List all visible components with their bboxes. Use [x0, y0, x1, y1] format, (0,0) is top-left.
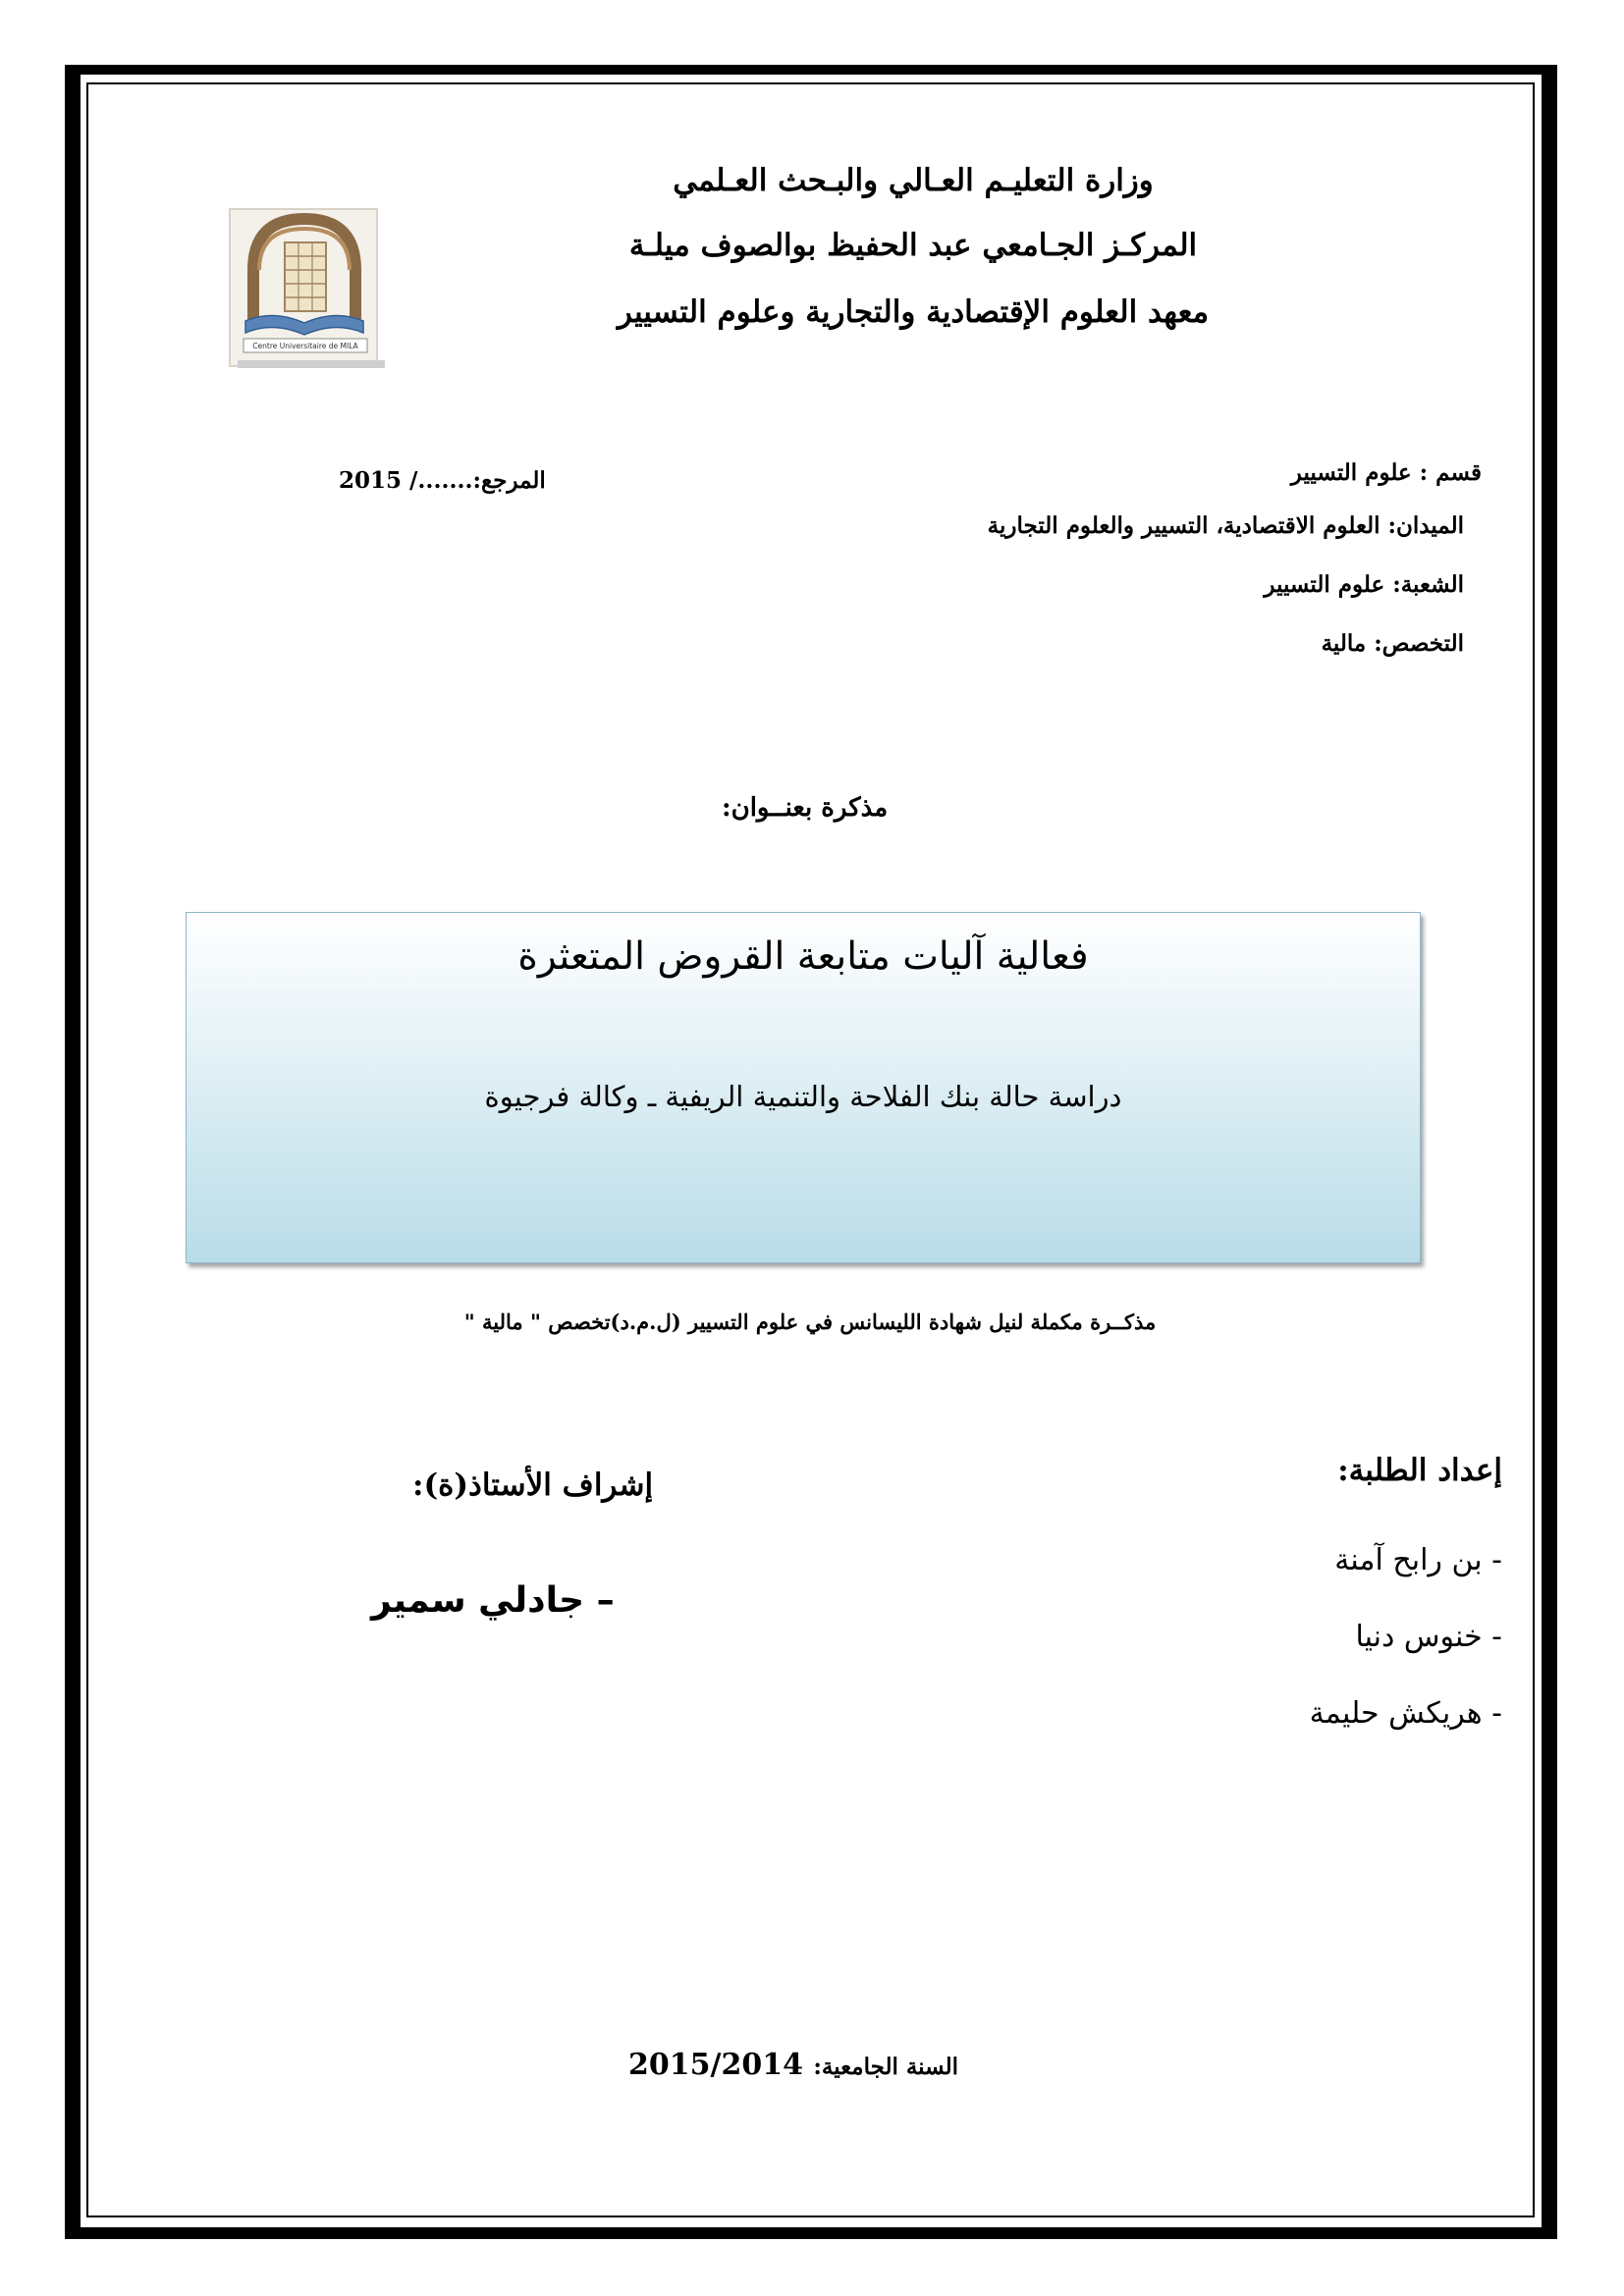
students-heading: إعداد الطلبة: — [1337, 1453, 1502, 1488]
academic-year-value: 2015/2014 — [628, 2048, 803, 2082]
university-logo — [224, 201, 391, 370]
degree-note: مذكــرة مكملة لنيل شهادة الليسانس في علوم التسيير (ل.م.د)تخصص " مالية " — [463, 1309, 1157, 1334]
title-box — [186, 912, 1421, 1263]
logo-caption: Centre Universitaire de MILA — [252, 342, 358, 350]
supervisor-name: – جادلي سمير — [371, 1580, 615, 1621]
specialty: التخصص: مالية — [1321, 630, 1464, 657]
student-name: - هريكش حليمة — [1309, 1696, 1502, 1731]
branch: الشعبة: علوم التسيير — [1264, 571, 1464, 598]
academic-year — [628, 2048, 958, 2082]
field: الميدان: العلوم الاقتصادية، التسيير والعلوم التجارية — [987, 512, 1464, 539]
center-title: المركـز الجـامعي عبد الحفيظ بوالصوف ميلـة — [628, 228, 1198, 263]
reference-number: المرجع:......./ 2015 — [339, 467, 546, 494]
supervisor-heading: إشراف الأستاذ(ة): — [412, 1468, 654, 1503]
institute-title: معهد العلوم الإقتصادية والتجارية وعلوم التسيير — [617, 294, 1210, 330]
student-name: - بن رابح آمنة — [1334, 1543, 1502, 1577]
student-name: - خنوس دنيا — [1355, 1620, 1502, 1654]
thesis-subtitle: دراسة حالة بنك الفلاحة والتنمية الريفية ـ وكالة فرجيوة — [484, 1080, 1122, 1113]
memo-label: مذكرة بعنــوان: — [722, 793, 889, 823]
academic-year-label: السنة الجامعية: — [813, 2054, 959, 2080]
ministry-title: وزارة التعليـم العـالي والبـحث العـلمي — [673, 163, 1154, 198]
thesis-title: فعالية آليات متابعة القروض المتعثرة — [517, 934, 1089, 979]
department: قسم : علوم التسيير — [1290, 459, 1482, 486]
